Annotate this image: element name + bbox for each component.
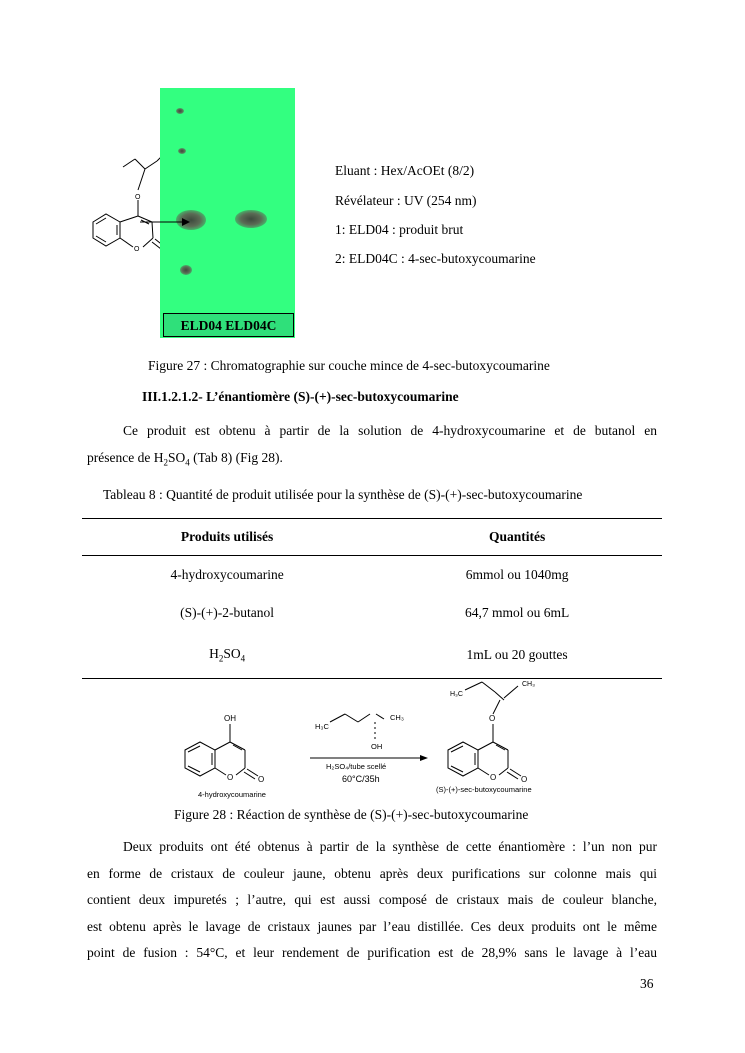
table-header-row — [82, 519, 662, 556]
page-number: 36 — [640, 976, 654, 991]
subscript: 4 — [185, 457, 190, 468]
tlc-legend-revealer: Révélateur : UV (254 nm) — [335, 193, 477, 208]
table-cell: 6mmol ou 1040mg — [465, 567, 569, 582]
table-8-caption: Tableau 8 : Quantité de produit utilisée pour la synthèse de (S)-(+)-sec-butoxycoumarine — [103, 487, 583, 502]
table-cell: (S)-(+)-2-butanol — [180, 605, 275, 620]
table-cell: 4-hydroxycoumarine — [170, 567, 284, 582]
column-header-products: Produits utilisés — [82, 519, 372, 556]
subscript: 4 — [240, 653, 246, 664]
paragraph-line — [87, 445, 657, 472]
product-name: (S)-(+)-sec-butoxycoumarine — [436, 785, 532, 794]
text-fragment: présence de H — [87, 449, 164, 465]
paragraph-line: en forme de cristaux de couleur jaune, obtenu après deux purifications sur colonne mais qui — [87, 865, 657, 881]
product-carbonyl-oxygen-label: O — [521, 775, 528, 784]
reaction-temperature-time: 60°C/35h — [342, 774, 380, 784]
table-row — [82, 556, 662, 595]
reactant1-name: 4-hydroxycoumarine — [198, 790, 266, 799]
svg-text:O: O — [135, 194, 141, 201]
tlc-spot — [178, 148, 186, 154]
product-o-label: O — [489, 714, 496, 723]
paragraph-line: Deux produits ont été obtenus à partir de la synthèse de cette énantiomère : l’un non pur — [123, 839, 657, 854]
tlc-legend-lane2: 2: ELD04C : 4-sec-butoxycoumarine — [335, 251, 536, 266]
butanol-oh-label: OH — [371, 742, 383, 751]
product-ring-oxygen-label: O — [490, 773, 497, 782]
text-fragment: SO — [223, 646, 241, 662]
svg-text:O: O — [134, 246, 140, 253]
ring-oxygen-label: O — [227, 773, 234, 782]
tlc-plate — [160, 88, 295, 338]
column-header-quantities: Quantités — [372, 519, 662, 556]
table-row — [82, 594, 662, 632]
subscript: 2 — [163, 457, 168, 468]
section-heading: III.1.2.1.2- L’énantiomère (S)-(+)-sec-butoxycoumarine — [142, 389, 459, 404]
paragraph-line: contient deux impuretés ; l’autre, qui est aussi composé de cristaux mais de couleur blanche, — [87, 892, 657, 907]
table-cell: 64,7 mmol ou 6mL — [464, 605, 570, 620]
figure-27-caption: Figure 27 : Chromatographie sur couche mince de 4-sec-butoxycoumarine — [148, 358, 550, 373]
tlc-spot — [176, 108, 184, 114]
tlc-legend-lane1: 1: ELD04 : produit brut — [335, 222, 464, 237]
text-fragment: (Tab 8) (Fig 28). — [189, 449, 283, 465]
text-fragment: SO — [167, 449, 186, 465]
product-ch3-label: CH₃ — [522, 681, 535, 688]
paragraph-line: est obtenu après le lavage de cristaux jaunes par l’eau distillée. Ces deux produits ont le même — [87, 918, 657, 934]
product-h3c-label: H₃C — [450, 691, 463, 698]
figure-28-reaction-scheme — [170, 672, 580, 802]
paragraph-line: Ce produit est obtenu à partir de la solution de 4-hydroxycoumarine et de butanol en — [123, 423, 657, 438]
tlc-spot — [180, 265, 192, 275]
ch3-label: CH₃ — [390, 713, 404, 722]
table-cell: 1mL ou 20 gouttes — [372, 632, 662, 679]
carbonyl-oxygen-label: O — [258, 775, 265, 784]
figure-28-caption: Figure 28 : Réaction de synthèse de (S)-(+)-sec-butoxycoumarine — [174, 807, 529, 822]
paragraph-intro — [87, 418, 657, 471]
oh-label: OH — [224, 714, 236, 723]
pointer-arrow-icon — [140, 216, 190, 228]
h3c-label: H₃C — [315, 722, 329, 731]
text-fragment: H — [209, 646, 219, 662]
paragraph-results — [87, 834, 657, 967]
tlc-lane-labels: ELD04 ELD04C — [163, 313, 294, 337]
reaction-conditions: H₂SO₄/tube scellé — [326, 762, 387, 771]
subscript: 2 — [218, 653, 224, 664]
tlc-legend-eluant: Eluant : Hex/AcOEt (8/2) — [335, 163, 475, 178]
table-8 — [82, 518, 662, 679]
paragraph-line: point de fusion : 54°C, et leur rendement de purification est de 28,9% sans le lavage à l’eau — [87, 945, 657, 960]
tlc-spot — [235, 210, 267, 228]
